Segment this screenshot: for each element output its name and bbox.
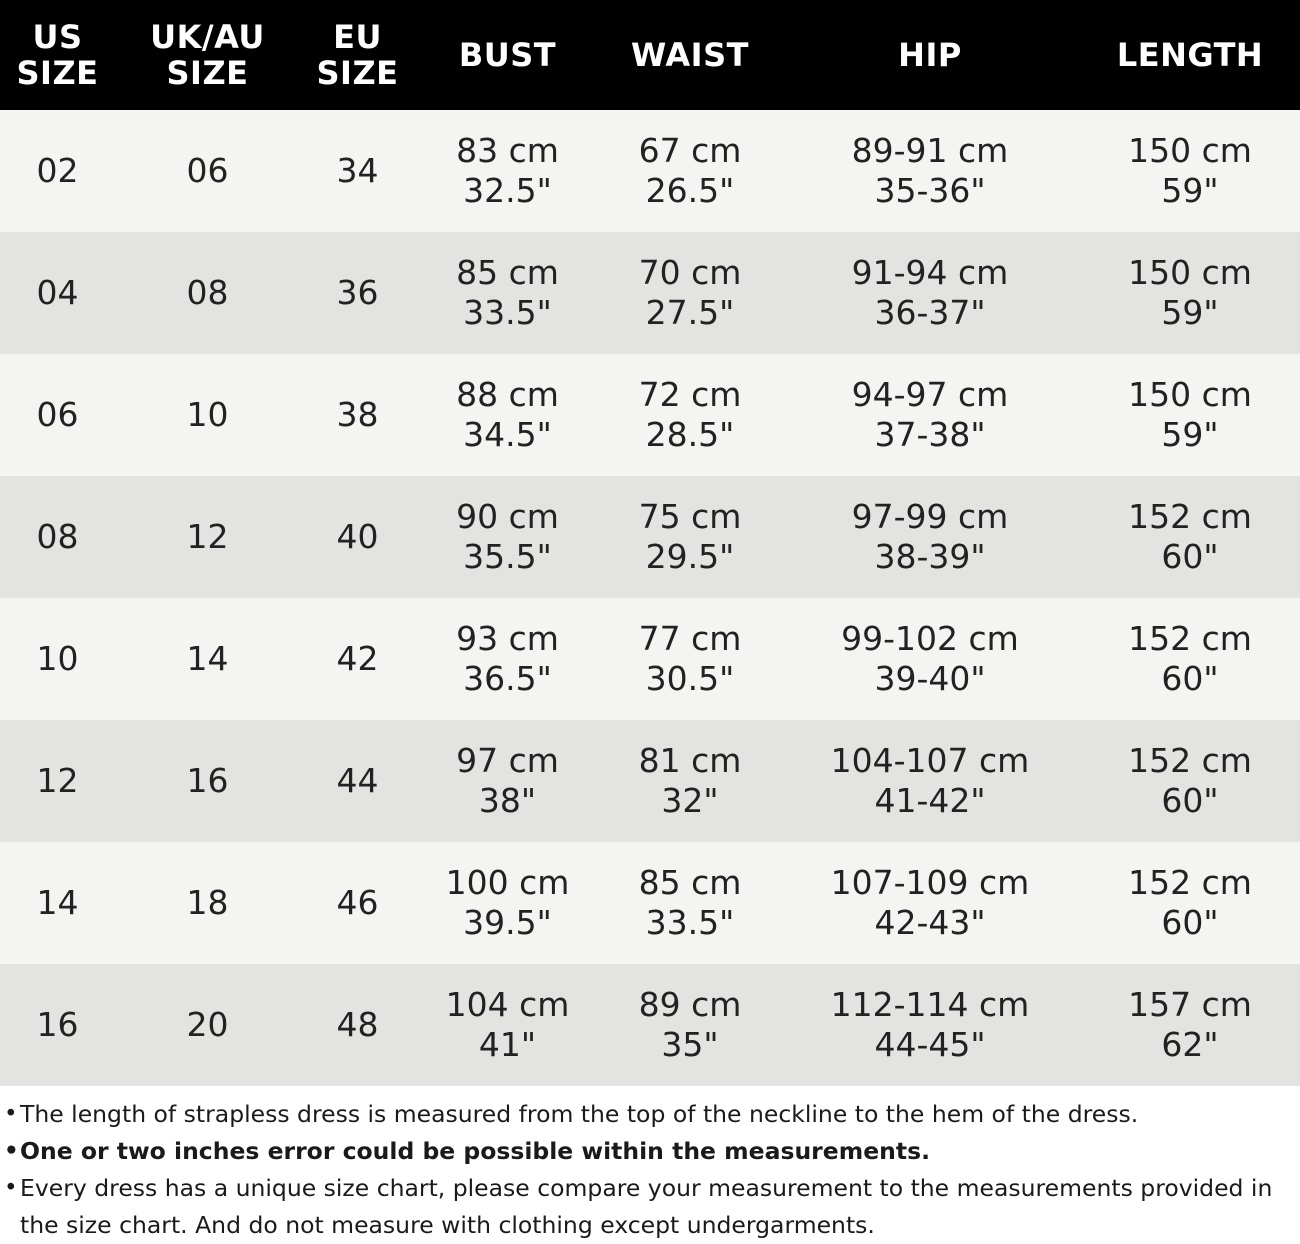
- note-text: The length of strapless dress is measured from the top of the neckline to the hem of the dress.: [20, 1100, 1139, 1128]
- cell-waist: 67 cm 26.5": [638, 131, 742, 210]
- cell-us-size: 10: [36, 639, 79, 678]
- cell-hip: 91-94 cm 36-37": [851, 253, 1009, 332]
- note-text: One or two inches error could be possible within the measurements.: [20, 1137, 931, 1165]
- cell-waist: 75 cm 29.5": [638, 497, 742, 576]
- table-header: [0, 0, 1300, 110]
- cell-us-size: 08: [36, 517, 79, 556]
- cell-bust: 88 cm 34.5": [456, 375, 559, 454]
- header-hip: HIP: [898, 36, 962, 74]
- table-row: [0, 476, 1300, 598]
- note-text: Every dress has a unique size chart, please compare your measurement to the measurements provided in the size chart. And do not measure with clothing except undergarments.: [20, 1174, 1273, 1239]
- cell-eu-size: 42: [336, 639, 379, 678]
- header-bust: BUST: [458, 36, 557, 74]
- cell-eu-size: 44: [336, 761, 379, 800]
- cell-us-size: 06: [36, 395, 79, 434]
- cell-length: 150 cm 59": [1128, 253, 1252, 332]
- header-eu-size: EU SIZE: [316, 18, 399, 92]
- cell-length: 152 cm 60": [1128, 497, 1252, 576]
- cell-length: 152 cm 60": [1128, 741, 1252, 820]
- note-item: [0, 1096, 1300, 1133]
- cell-eu-size: 34: [336, 151, 379, 190]
- cell-bust: 83 cm 32.5": [456, 131, 559, 210]
- cell-eu-size: 36: [336, 273, 379, 312]
- cell-us-size: 12: [36, 761, 79, 800]
- bullet-icon: •: [4, 1138, 19, 1164]
- note-item: [0, 1170, 1300, 1244]
- note-item: [0, 1133, 1300, 1170]
- cell-uk-au-size: 16: [186, 761, 229, 800]
- cell-waist: 70 cm 27.5": [638, 253, 742, 332]
- table-row: [0, 598, 1300, 720]
- cell-waist: 89 cm 35": [638, 985, 742, 1064]
- cell-hip: 99-102 cm 39-40": [841, 619, 1019, 698]
- table-row: [0, 720, 1300, 842]
- cell-hip: 94-97 cm 37-38": [851, 375, 1009, 454]
- cell-eu-size: 38: [336, 395, 379, 434]
- cell-uk-au-size: 14: [186, 639, 229, 678]
- cell-bust: 97 cm 38": [456, 741, 559, 820]
- cell-eu-size: 40: [336, 517, 379, 556]
- cell-hip: 104-107 cm 41-42": [830, 741, 1030, 820]
- header-us-size: US SIZE: [16, 18, 99, 92]
- cell-bust: 90 cm 35.5": [456, 497, 559, 576]
- cell-us-size: 16: [36, 1005, 79, 1044]
- cell-length: 150 cm 59": [1128, 131, 1252, 210]
- table-row: [0, 110, 1300, 232]
- bullet-icon: •: [4, 1175, 18, 1201]
- cell-uk-au-size: 08: [186, 273, 229, 312]
- cell-uk-au-size: 06: [186, 151, 229, 190]
- header-uk-au-size: UK/AU SIZE: [150, 18, 265, 92]
- cell-uk-au-size: 20: [186, 1005, 229, 1044]
- cell-waist: 77 cm 30.5": [638, 619, 742, 698]
- table-row: [0, 964, 1300, 1086]
- cell-bust: 104 cm 41": [445, 985, 570, 1064]
- cell-bust: 85 cm 33.5": [456, 253, 559, 332]
- table-body: [0, 110, 1300, 1086]
- cell-uk-au-size: 10: [186, 395, 229, 434]
- cell-bust: 100 cm 39.5": [445, 863, 570, 942]
- table-row: [0, 232, 1300, 354]
- cell-us-size: 04: [36, 273, 79, 312]
- cell-hip: 89-91 cm 35-36": [851, 131, 1009, 210]
- notes-list: [0, 1086, 1300, 1244]
- cell-waist: 81 cm 32": [638, 741, 742, 820]
- cell-bust: 93 cm 36.5": [456, 619, 559, 698]
- cell-us-size: 14: [36, 883, 79, 922]
- cell-uk-au-size: 12: [186, 517, 229, 556]
- cell-uk-au-size: 18: [186, 883, 229, 922]
- header-length: LENGTH: [1116, 36, 1264, 74]
- cell-waist: 72 cm 28.5": [638, 375, 742, 454]
- table-row: [0, 842, 1300, 964]
- cell-hip: 112-114 cm 44-45": [830, 985, 1030, 1064]
- cell-length: 150 cm 59": [1128, 375, 1252, 454]
- cell-us-size: 02: [36, 151, 79, 190]
- cell-hip: 97-99 cm 38-39": [851, 497, 1009, 576]
- cell-length: 152 cm 60": [1128, 863, 1252, 942]
- cell-hip: 107-109 cm 42-43": [830, 863, 1030, 942]
- table-row: [0, 354, 1300, 476]
- cell-length: 157 cm 62": [1128, 985, 1252, 1064]
- bullet-icon: •: [4, 1101, 18, 1127]
- cell-waist: 85 cm 33.5": [638, 863, 742, 942]
- cell-eu-size: 46: [336, 883, 379, 922]
- cell-eu-size: 48: [336, 1005, 379, 1044]
- header-waist: WAIST: [631, 36, 749, 74]
- cell-length: 152 cm 60": [1128, 619, 1252, 698]
